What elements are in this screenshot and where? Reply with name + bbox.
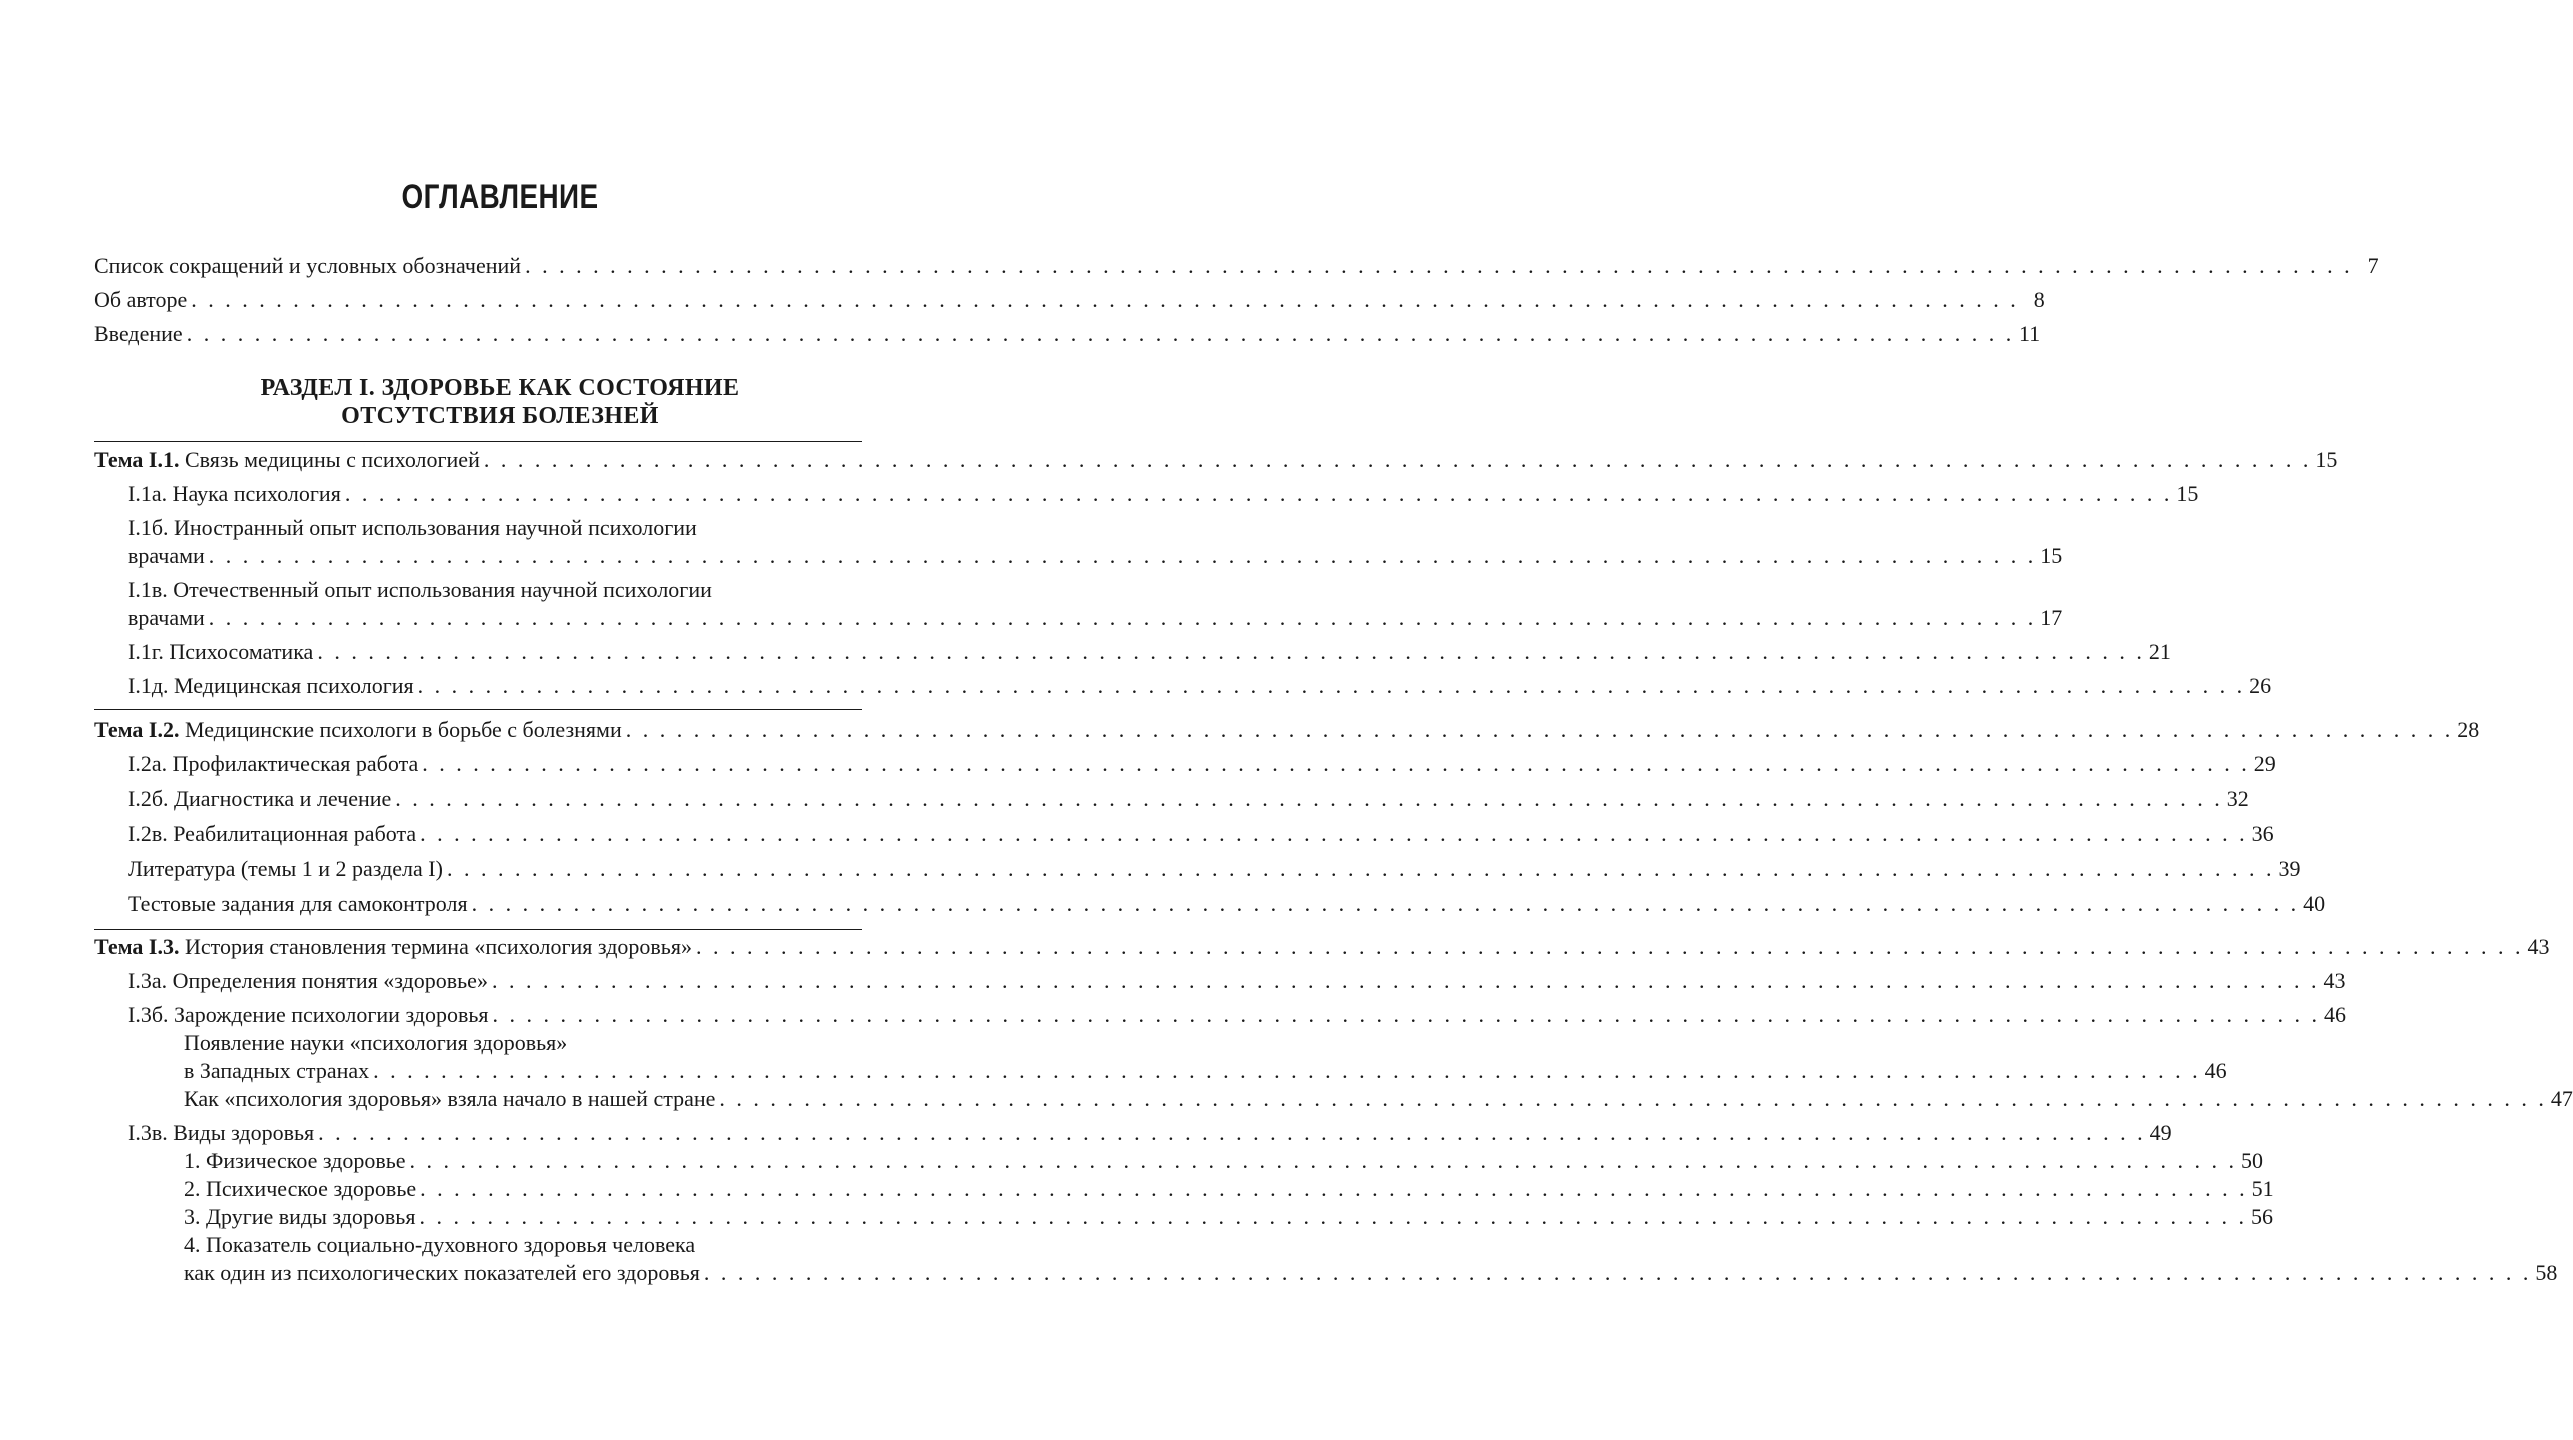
toc-entry-label: Медицинские психологи в борьбе с болезнями bbox=[185, 717, 622, 742]
toc-page-number: 26 bbox=[2249, 673, 2272, 698]
toc-entry-1a[interactable] bbox=[128, 480, 2199, 508]
toc-entry-label: 3. Другие виды здоровья bbox=[184, 1204, 416, 1229]
dot-leader bbox=[419, 1203, 2247, 1231]
toc-page-number: 40 bbox=[2303, 891, 2326, 916]
dot-leader bbox=[345, 480, 2173, 508]
toc-entry-line1: I.1б. Иностранный опыт использования научной психологии bbox=[128, 515, 697, 540]
toc-entry-label: I.2а. Профилактическая работа bbox=[128, 751, 419, 776]
toc-entry-label: I.1д. Медицинская психология bbox=[128, 673, 414, 698]
section-heading-line2: ОТСУТСТВИЯ БОЛЕЗНЕЙ bbox=[341, 403, 659, 429]
toc-page-number: 51 bbox=[2251, 1176, 2274, 1201]
dot-leader bbox=[410, 1147, 2238, 1175]
toc-page-number: 36 bbox=[2251, 821, 2274, 846]
dot-leader bbox=[719, 1085, 2547, 1113]
toc-entry-topic-1[interactable] bbox=[94, 446, 2338, 474]
toc-page-number: 47 bbox=[2550, 1086, 2573, 1111]
toc-topic-3 bbox=[94, 933, 2573, 1287]
toc-page-number: 15 bbox=[2176, 481, 2199, 506]
toc-entry-1d[interactable] bbox=[128, 672, 2272, 700]
toc-entry-topic-3[interactable] bbox=[94, 933, 2550, 961]
topic-1-subitems bbox=[94, 480, 2272, 700]
dot-leader bbox=[187, 320, 2015, 348]
toc-page-number: 39 bbox=[2278, 856, 2301, 881]
toc-entry-label: как один из психологических показателей его здоровья bbox=[184, 1260, 700, 1285]
dot-leader bbox=[696, 933, 2524, 961]
toc-entry-label: Об авторе bbox=[94, 287, 188, 312]
topic-3b-subitems bbox=[128, 1029, 2573, 1113]
toc-entry-label: Список сокращений и условных обозначений bbox=[94, 253, 522, 278]
toc-page-number: 32 bbox=[2226, 786, 2249, 811]
toc-page-number: 46 bbox=[2324, 1002, 2346, 1027]
toc-entry-label: Как «психология здоровья» взяла начало в нашей стране bbox=[184, 1086, 716, 1111]
dot-leader bbox=[493, 1001, 2321, 1029]
toc-entry-label: История становления термина «психология здоровья» bbox=[185, 934, 692, 959]
toc-entry-label: 2. Психическое здоровье bbox=[184, 1176, 417, 1201]
topic-prefix: Тема I.1. bbox=[94, 447, 180, 472]
toc-page-number: 11 bbox=[2019, 321, 2041, 346]
dot-leader bbox=[373, 1057, 2201, 1085]
toc-page-number: 50 bbox=[2241, 1148, 2264, 1173]
toc-page-number: 8 bbox=[2033, 287, 2045, 312]
dot-leader bbox=[420, 1175, 2248, 1203]
dot-leader bbox=[422, 750, 2250, 778]
toc-entry-3b-domestic[interactable] bbox=[184, 1085, 2573, 1113]
toc-entry-1g[interactable] bbox=[128, 638, 2171, 666]
toc-entry-topic-2[interactable] bbox=[94, 716, 2480, 744]
page-title: ОГЛАВЛЕНИЕ bbox=[401, 178, 599, 216]
toc-page-number: 15 bbox=[2040, 543, 2063, 568]
toc-entry-label: I.3а. Определения понятия «здоровье» bbox=[128, 968, 488, 993]
toc-page-number: 46 bbox=[2204, 1058, 2227, 1083]
toc-page-number: 58 bbox=[2535, 1260, 2558, 1285]
dot-leader bbox=[525, 252, 2353, 280]
toc-page-number: 49 bbox=[2149, 1120, 2172, 1145]
toc-entry-label: I.2б. Диагностика и лечение bbox=[128, 786, 392, 811]
toc-page-number: 43 bbox=[2527, 934, 2550, 959]
toc-entry-introduction[interactable] bbox=[94, 320, 2041, 348]
toc-page-number: 15 bbox=[2315, 447, 2338, 472]
toc-intro bbox=[94, 252, 2379, 348]
topic-prefix: Тема I.3. bbox=[94, 934, 180, 959]
toc-entry-abbreviations[interactable] bbox=[94, 252, 2379, 280]
toc-page-number: 7 bbox=[2367, 253, 2379, 278]
dot-leader bbox=[626, 716, 2454, 744]
section-heading bbox=[0, 374, 1000, 430]
toc-entry-literature[interactable] bbox=[128, 855, 2301, 883]
toc-page-number: 43 bbox=[2323, 968, 2346, 993]
toc-entry-3b-western[interactable] bbox=[184, 1029, 2227, 1085]
toc-page-number: 29 bbox=[2253, 751, 2276, 776]
toc-page-number: 17 bbox=[2040, 605, 2063, 630]
topic-3-subitems bbox=[94, 967, 2573, 1287]
dot-leader bbox=[209, 542, 2037, 570]
toc-entry-label: Связь медицины с психологией bbox=[185, 447, 480, 472]
toc-entry-3v-mental[interactable] bbox=[184, 1175, 2274, 1203]
toc-entry-label: I.3б. Зарождение психологии здоровья bbox=[128, 1002, 489, 1027]
toc-entry-2b[interactable] bbox=[128, 785, 2249, 813]
toc-page-number: 28 bbox=[2457, 717, 2480, 742]
toc-page-number: 21 bbox=[2148, 639, 2171, 664]
toc-entry-1b[interactable] bbox=[128, 514, 2063, 570]
toc-page-number: 56 bbox=[2250, 1204, 2273, 1229]
toc-entry-label: I.3в. Виды здоровья bbox=[128, 1120, 315, 1145]
toc-topic-2 bbox=[94, 716, 2480, 918]
dot-leader bbox=[395, 785, 2223, 813]
toc-entry-tests[interactable] bbox=[128, 890, 2326, 918]
toc-entry-line1: Появление науки «психология здоровья» bbox=[184, 1030, 568, 1055]
toc-entry-label: врачами bbox=[128, 543, 205, 568]
dot-leader bbox=[209, 604, 2037, 632]
toc-entry-label: в Западных странах bbox=[184, 1058, 370, 1083]
topic-divider bbox=[94, 709, 862, 710]
dot-leader bbox=[447, 855, 2275, 883]
toc-entry-label: I.2в. Реабилитационная работа bbox=[128, 821, 417, 846]
section-heading-line1: РАЗДЕЛ I. ЗДОРОВЬЕ КАК СОСТОЯНИЕ bbox=[260, 375, 740, 401]
toc-entry-3v-physical[interactable] bbox=[184, 1147, 2264, 1175]
toc-entry-3a[interactable] bbox=[128, 967, 2346, 995]
toc-entry-label: I.1а. Наука психология bbox=[128, 481, 341, 506]
toc-entry-line1: 4. Показатель социально-духовного здоровья человека bbox=[184, 1232, 696, 1257]
section-divider bbox=[94, 441, 862, 442]
toc-entry-2a[interactable] bbox=[128, 750, 2276, 778]
dot-leader bbox=[420, 820, 2248, 848]
toc-entry-label: 1. Физическое здоровье bbox=[184, 1148, 406, 1173]
dot-leader bbox=[704, 1259, 2532, 1287]
toc-entry-3v-other[interactable] bbox=[184, 1203, 2273, 1231]
topic-3v-subitems bbox=[128, 1147, 2558, 1287]
dot-leader bbox=[492, 967, 2320, 995]
toc-entry-label: I.1г. Психосоматика bbox=[128, 639, 314, 664]
dot-leader bbox=[418, 672, 2246, 700]
toc-entry-1v[interactable] bbox=[128, 576, 2063, 632]
topic-prefix: Тема I.2. bbox=[94, 717, 180, 742]
toc-entry-3v-social-spiritual[interactable] bbox=[184, 1231, 2558, 1287]
dot-leader bbox=[317, 638, 2145, 666]
toc-entry-label: врачами bbox=[128, 605, 205, 630]
dot-leader bbox=[484, 446, 2312, 474]
toc-entry-label: Введение bbox=[94, 321, 183, 346]
dot-leader bbox=[472, 890, 2300, 918]
toc-entry-3v[interactable] bbox=[128, 1119, 2172, 1147]
toc-entry-label: Тестовые задания для самоконтроля bbox=[128, 891, 468, 916]
toc-entry-2v[interactable] bbox=[128, 820, 2274, 848]
dot-leader bbox=[191, 286, 2019, 314]
toc-entry-about-author[interactable] bbox=[94, 286, 2045, 314]
toc-topic-1 bbox=[94, 446, 2338, 700]
toc-entry-line1: I.1в. Отечественный опыт использования научной психологии bbox=[128, 577, 712, 602]
topic-divider bbox=[94, 929, 862, 930]
dot-leader bbox=[318, 1119, 2146, 1147]
topic-2-subitems bbox=[94, 750, 2326, 918]
toc-entry-label: Литература (темы 1 и 2 раздела I) bbox=[128, 856, 443, 881]
toc-entry-3b[interactable] bbox=[128, 1001, 2346, 1029]
